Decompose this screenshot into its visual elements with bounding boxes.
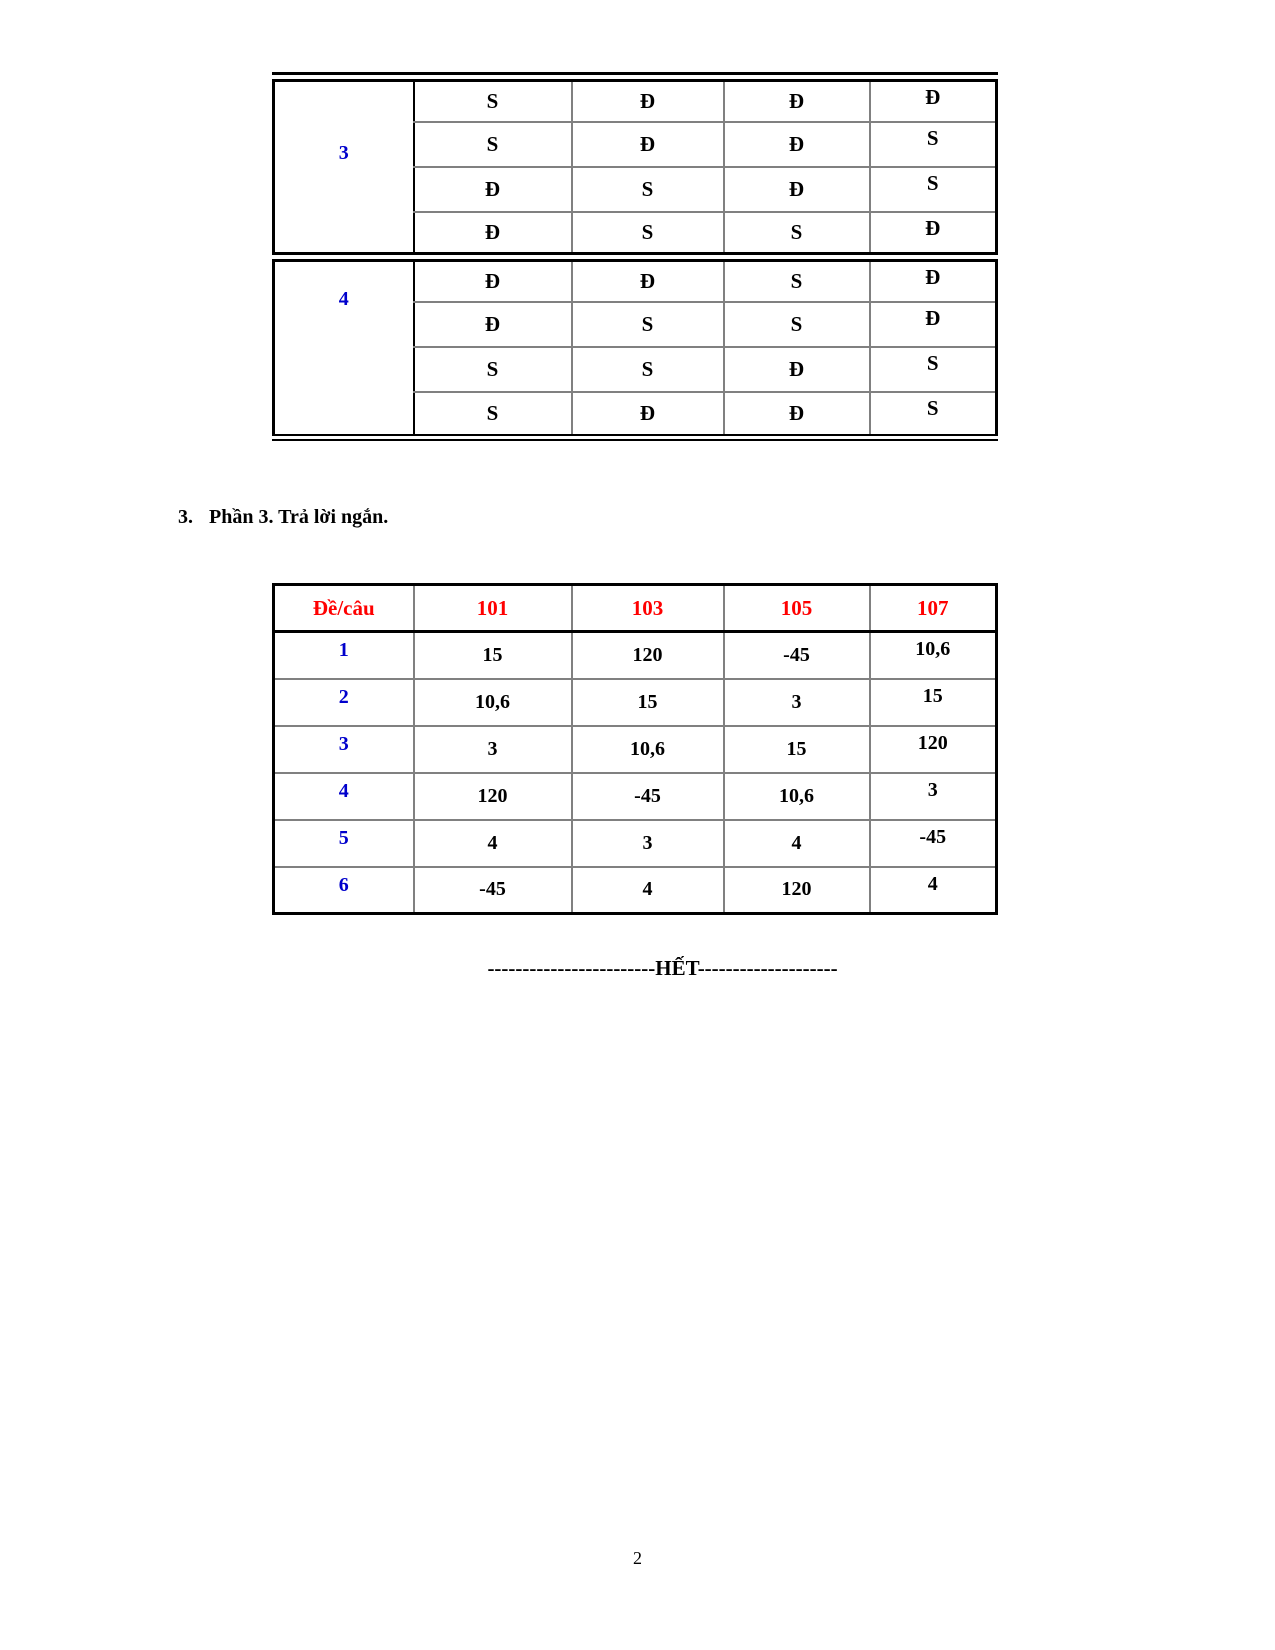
table-row: [274, 773, 997, 820]
answer-cell: -45: [870, 820, 997, 867]
answer-cell: Đ: [724, 167, 870, 212]
table-row: [274, 679, 997, 726]
answer-cell: 120: [572, 632, 724, 679]
answer-cell: Đ: [414, 257, 572, 302]
question-number: 6: [274, 867, 414, 914]
answer-cell: Đ: [724, 392, 870, 437]
answer-cell: 10,6: [414, 679, 572, 726]
answer-cell: -45: [414, 867, 572, 914]
table-row: [274, 820, 997, 867]
table-row: [274, 632, 997, 679]
question-number: 3: [274, 726, 414, 773]
question-number: 2: [274, 679, 414, 726]
column-header-101: 101: [414, 585, 572, 632]
answer-cell: S: [870, 167, 997, 212]
answer-cell: S: [870, 392, 997, 437]
answer-cell: S: [572, 167, 724, 212]
answer-cell: 10,6: [572, 726, 724, 773]
question-group-label: 4: [274, 257, 414, 437]
section-heading: [178, 506, 388, 529]
page-number: 2: [633, 1548, 642, 1568]
answer-cell: -45: [572, 773, 724, 820]
true-false-answer-table: [272, 72, 998, 441]
answer-cell: 4: [414, 820, 572, 867]
answer-cell: Đ: [572, 77, 724, 122]
table-header-row: [274, 585, 997, 632]
answer-cell: S: [414, 77, 572, 122]
question-number: 4: [274, 773, 414, 820]
column-header-107: 107: [870, 585, 997, 632]
section-number: 3.: [178, 506, 193, 528]
answer-cell: 4: [724, 820, 870, 867]
answer-cell: 4: [572, 867, 724, 914]
answer-cell: -45: [724, 632, 870, 679]
answer-cell: 3: [870, 773, 997, 820]
answer-cell: 3: [572, 820, 724, 867]
answer-cell: 120: [724, 867, 870, 914]
answer-cell: 3: [724, 679, 870, 726]
answer-cell: S: [724, 302, 870, 347]
answer-cell: 15: [870, 679, 997, 726]
answer-cell: S: [414, 347, 572, 392]
table-row: [274, 257, 997, 302]
section-title: Phần 3. Trả lời ngắn.: [209, 506, 389, 528]
answer-cell: 4: [870, 867, 997, 914]
answer-cell: 15: [572, 679, 724, 726]
answer-cell: S: [572, 302, 724, 347]
answer-cell: S: [870, 347, 997, 392]
answer-cell: Đ: [572, 122, 724, 167]
answer-cell: Đ: [870, 212, 997, 257]
answer-cell: Đ: [572, 257, 724, 302]
answer-cell: Đ: [572, 392, 724, 437]
answer-cell: Đ: [870, 257, 997, 302]
table-row: [274, 77, 997, 122]
answer-cell: S: [724, 257, 870, 302]
question-number: 1: [274, 632, 414, 679]
column-header-103: 103: [572, 585, 724, 632]
short-answer-table: [272, 583, 998, 915]
answer-cell: Đ: [724, 122, 870, 167]
answer-cell: 120: [414, 773, 572, 820]
column-header-de-cau: Đề/câu: [274, 585, 414, 632]
table-row: [274, 726, 997, 773]
answer-cell: 15: [724, 726, 870, 773]
answer-cell: 15: [414, 632, 572, 679]
answer-cell: 3: [414, 726, 572, 773]
answer-cell: S: [572, 212, 724, 257]
answer-cell: S: [414, 392, 572, 437]
question-group-label: 3: [338, 142, 349, 164]
answer-cell: Đ: [870, 302, 997, 347]
answer-cell: 10,6: [870, 632, 997, 679]
answer-cell: Đ: [724, 347, 870, 392]
question-number: 5: [274, 820, 414, 867]
answer-cell: 10,6: [724, 773, 870, 820]
answer-cell: Đ: [414, 167, 572, 212]
table-row: [274, 867, 997, 914]
end-marker: ------------------------HẾT--------------------: [487, 956, 838, 980]
answer-cell: Đ: [870, 77, 997, 122]
answer-cell: S: [572, 347, 724, 392]
column-header-105: 105: [724, 585, 870, 632]
answer-cell: S: [414, 122, 572, 167]
answer-cell: S: [724, 212, 870, 257]
answer-cell: Đ: [724, 77, 870, 122]
answer-cell: Đ: [414, 302, 572, 347]
answer-cell: S: [870, 122, 997, 167]
answer-cell: 120: [870, 726, 997, 773]
answer-cell: Đ: [414, 212, 572, 257]
